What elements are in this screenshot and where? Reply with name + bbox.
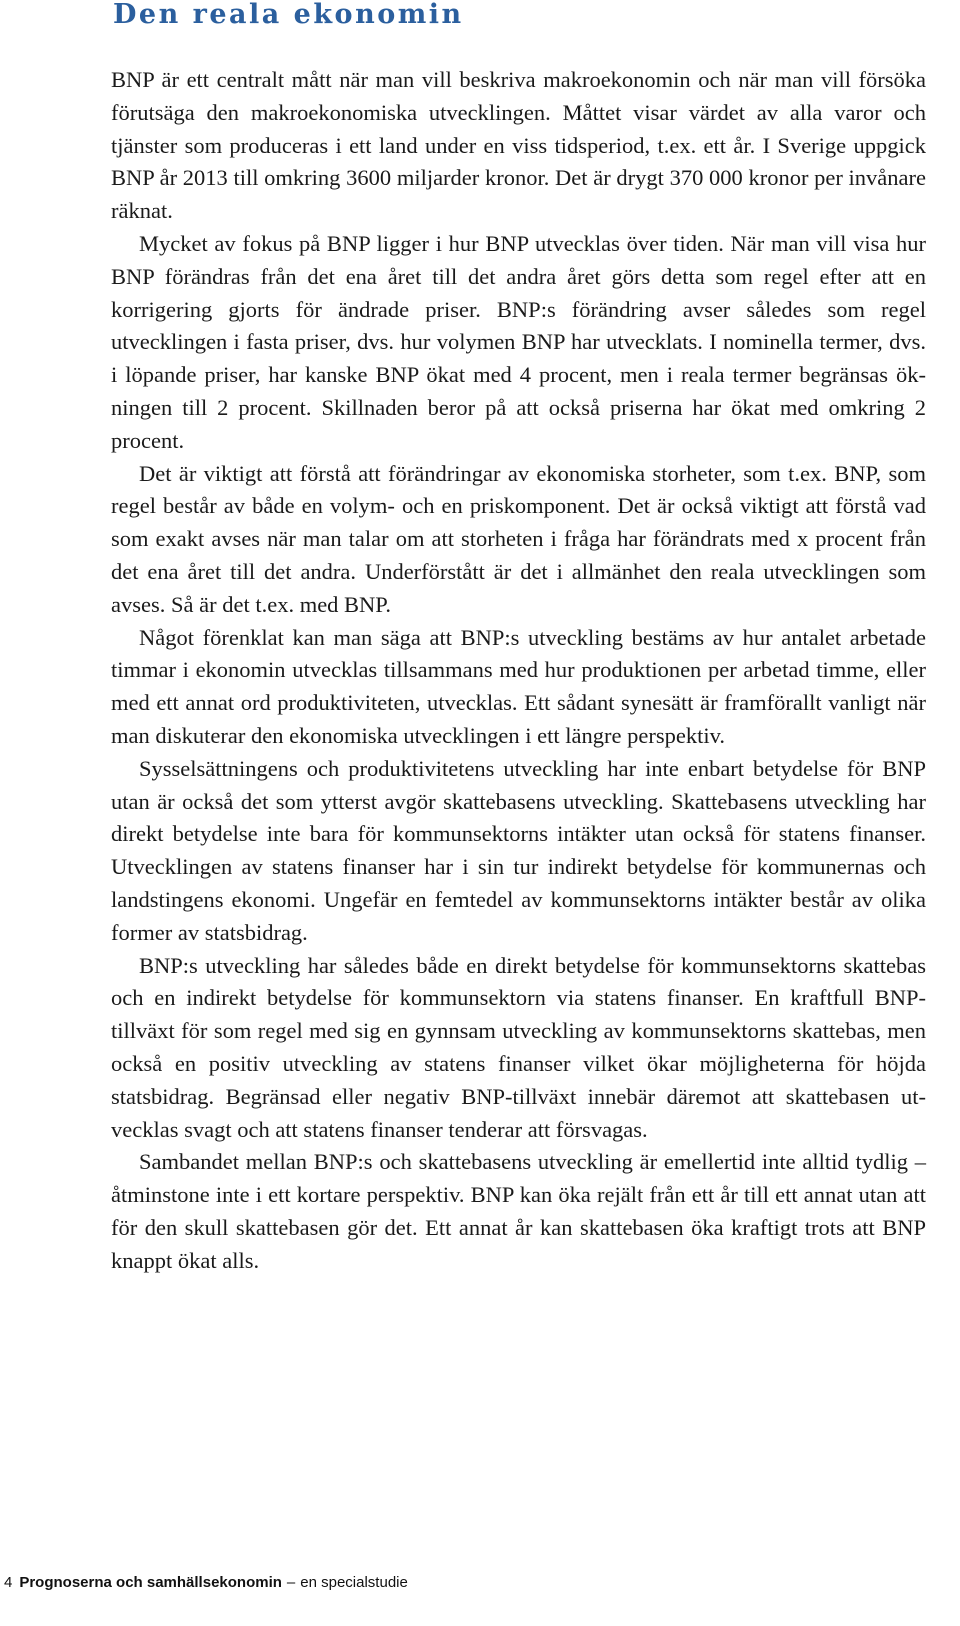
paragraph-7: Sambandet mellan BNP:s och skattebasens utveckling är emellertid inte alltid tydlig – åtminstone inte i ett kortare perspektiv. BNP kan öka rejält från ett år till ett annat utan att för den skull skattebasen gör det. Ett annat år kan skattebasen öka kraftigt trots att BNP knappt ökat alls. — [111, 1149, 926, 1273]
footer-dash: – — [286, 1574, 296, 1591]
page-footer — [4, 1574, 408, 1591]
page-title: Den reala ekonomin — [113, 0, 464, 30]
paragraph-3: Det är viktigt att förstå att förändringar av ekonomiska storheter, som t.ex. BNP, som regel består av både en volym- och en priskomponent. Det är också viktigt att förstå vad som exakt avses när man talar om att storheten i fråga har förändrats med x procent från det ena året till det andra. Underförstått är det i allmänhet den reala utvecklingen som avses. Så är det t.ex. med BNP. — [111, 460, 926, 617]
publication-subtitle: en specialstudie — [300, 1574, 408, 1591]
page-number: 4 — [4, 1574, 13, 1591]
publication-title: Prognoserna och samhällsekonomin — [19, 1574, 282, 1591]
paragraph-4: Något förenklat kan man säga att BNP:s utveckling bestäms av hur antalet arbetade timmar i ekonomin utvecklas tillsammans med hur produktionen per arbetad timme, eller med ett annat ord produktiviteten, utvecklas. Ett sådant synesätt är framförallt vanligt när man diskuterar den ekonomiska utvecklingen i ett längre perspektiv. — [111, 624, 926, 748]
paragraph-6: BNP:s utveckling har således både en direkt betydelse för kommunsektorns skattebas och en indirekt betydelse för kommunsektorn via statens finanser. En kraftfull BNP-tillväxt för som regel med sig en gynnsam utveckling av kommunsektorns skattebas, men också en positiv utveckling av statens finanser vilket ökar möjligheterna för höjda statsbidrag. Begränsad eller negativ BNP-tillväxt innebär däremot att skattebasen utvecklas svagt och att statens finanser tenderar att försvagas. — [111, 952, 926, 1142]
paragraph-2: Mycket av fokus på BNP ligger i hur BNP utvecklas över tiden. När man vill visa hur BNP förändras från det ena året till det andra året görs detta som regel efter att en korrigering gjorts för ändrade priser. BNP:s förändring avser således som regel utvecklingen i fasta priser, dvs. hur volymen BNP har utvecklats. I nominella termer, dvs. i löpande priser, har kanske BNP ökat med 4 procent, men i reala termer begränsas ökningen till 2 procent. Skillnaden beror på att också priserna har ökat med omkring 2 procent. — [111, 230, 926, 453]
paragraph-1: BNP är ett centralt mått när man vill beskriva makroekonomin och när man vill försöka förutsäga den makroekonomiska utvecklingen. Måttet visar värdet av alla varor och tjänster som produceras i ett land under en viss tidsperiod, t.ex. ett år. I Sverige uppgick BNP år 2013 till omkring 3600 miljarder kronor. Det är drygt 370 000 kronor per invånare räknat. — [111, 67, 926, 224]
body-text — [111, 64, 926, 1277]
paragraph-5: Sysselsättningens och produktivitetens utveckling har inte enbart betydelse för BNP utan är också det som ytterst avgör skattebasens utveckling. Skattebasens utveckling har direkt betydelse inte bara för kommunsektorns intäkter utan också för statens finanser. Utvecklingen av statens finanser har i sin tur indirekt betydelse för kommunernas och landstingens ekonomi. Ungefär en femtedel av kommunsektorns intäkter består av olika former av statsbidrag. — [111, 755, 926, 945]
